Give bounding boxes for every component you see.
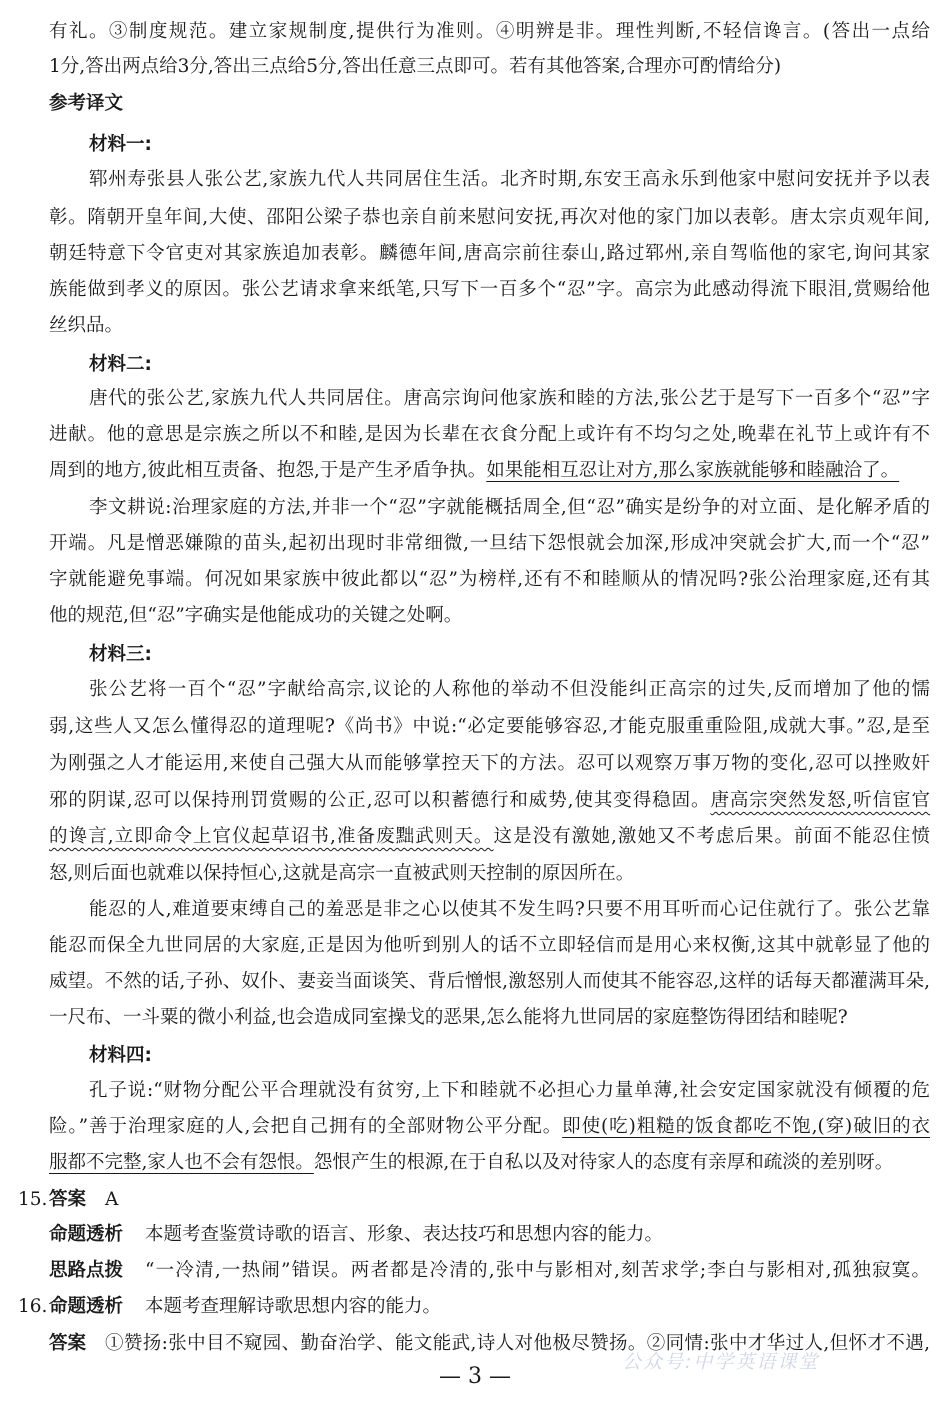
question-16-analysis (0, 1287, 950, 1327)
question-number: 15. (18, 1189, 48, 1210)
analysis-label: 命题透析 (49, 1224, 124, 1245)
answer-text: 1分,答出两点给3分,答出三点给5分,答出任意三点即可。若有其他答案,合理亦可酌情给分) (49, 56, 782, 77)
answer-text: 有礼。③制度规范。建立家规制度,提供行为准则。④明辨是非。理性判断,不轻信谗言。(答出一点给 (49, 21, 930, 42)
text-line: 族能做到孝义的原因。张公艺请求拿来纸笔,只写下一百多个“忍”字。高宗为此感动得流下眼泪,赏赐给他 (49, 279, 930, 300)
question-15-analysis (0, 1215, 950, 1255)
text-line (0, 1143, 950, 1183)
wavy-underlined-sentence: 唐高宗突然发怒,听信宦官 (710, 790, 930, 811)
answer-label: 答案 (49, 1189, 87, 1210)
text-line: 威望。不然的话,子孙、奴仆、妻妾当面谈笑、背后憎恨,激怒别人而使其不能容忍,这样的话每天都灌满耳朵, (49, 971, 930, 992)
question-15-answer (0, 1180, 950, 1220)
question-15-hint (0, 1251, 950, 1291)
hint-label: 思路点拨 (49, 1260, 124, 1281)
text-line (0, 1107, 950, 1147)
text-line: 他的规范,但“忍”字确实是他能成功的关键之处啊。 (49, 605, 463, 626)
material-heading: 材料一: (89, 134, 152, 155)
text-line-inner: 的谗言,立即命令上官仪起草诏书,准备废黜武则天。这是没有激她,激她又不考虑后果。前面不能忍住愤 (49, 826, 930, 847)
answer-label: 答案 (49, 1333, 87, 1354)
answer-value: A (105, 1189, 119, 1210)
text-line: 朝廷特意下令官吏对其家族追加表彰。麟德年间,唐高宗前往泰山,路过郓州,亲自驾临他的家宅,询问其家 (49, 243, 930, 264)
text-line-inner: 服都不完整,家人也不会有怨恨。怨恨产生的根源,在于自私以及对待家人的态度有亲厚和疏淡的差别呀。 (49, 1152, 894, 1173)
text-line: 能忍的人,难道要束缚自己的羞恶是非之心以使其不发生吗?只要不用耳听而心记住就行了。张公艺靠 (89, 899, 930, 920)
translation-title: 参考译文 (49, 93, 124, 114)
material-heading: 材料三: (89, 644, 152, 665)
text-line: 开端。凡是憎恶嫌隙的苗头,起初出现时非常细微,一旦结下怨恨就会加深,形成冲突就会扩大,而一个“忍” (49, 533, 930, 554)
text-line: 能忍而保全九世同居的大家庭,正是因为他听到别人的话不立即轻信而是用心来权衡,这其中就彰显了他的 (49, 935, 930, 956)
page-number: — 3 — (439, 1364, 511, 1389)
material-heading: 材料二: (89, 354, 152, 375)
text-line (0, 817, 950, 857)
text-line: 弱,这些人又怎么懂得忍的道理呢?《尚书》中说:“必定要能够容忍,才能克服重重险阻,成就大事。”忍,是至 (49, 716, 930, 737)
text-line: 一尺布、一斗粟的微小利益,也会造成同室操戈的恶果,怎么能将九世同居的家庭整饬得团结和睦呢? (49, 1007, 848, 1028)
answer-text: ①赞扬:张中目不窥园、勤奋治学、能文能武,诗人对他极尽赞扬。②同情:张中才华过人,但怀才不遇, (105, 1333, 930, 1354)
text-line: 丝织品。 (49, 315, 124, 336)
text-line: 为刚强之人才能运用,来使自己强大从而能够掌控天下的方法。忍可以观察万事万物的变化,忍可以挫败奸 (49, 753, 930, 774)
underlined-sentence: 即使(吃)粗糙的饭食都吃不饱,(穿)破旧的衣 (562, 1116, 930, 1137)
text-line (0, 451, 950, 491)
underlined-sentence: 如果能相互忍让对方,那么家族就能够和睦融洽了。 (486, 460, 900, 481)
text-line: 字就能避免事端。何况如果家族中彼此都以“忍”为榜样,还有不和睦顺从的情况吗?张公治理家庭,还有其 (49, 569, 930, 590)
text-line: 郓州寿张县人张公艺,家族九代人共同居住生活。北齐时期,东安王高永乐到他家中慰问安抚并予以表 (89, 169, 930, 190)
text-line (0, 47, 950, 87)
analysis-label: 命题透析 (49, 1296, 124, 1317)
text-line-inner: 周到的地方,彼此相互责备、抱怨,于是产生矛盾争执。如果能相互忍让对方,那么家族就能够和睦融洽了。 (49, 460, 900, 481)
text-line: 彰。隋朝开皇年间,大使、邵阳公梁子恭也亲自前来慰问安抚,再次对他的家门加以表彰。唐太宗贞观年间, (49, 207, 930, 228)
text-line: 张公艺将一百个“忍”字献给高宗,议论的人称他的举动不但没能纠正高宗的过失,反而增加了他的懦 (89, 679, 930, 700)
question-number: 16. (18, 1296, 48, 1317)
analysis-text: 本题考查鉴赏诗歌的语言、形象、表达技巧和思想内容的能力。 (145, 1224, 664, 1245)
text-line: 李文耕说:治理家庭的方法,并非一个“忍”字就能概括周全,但“忍”确实是纷争的对立面、是化解矛盾的 (89, 497, 930, 518)
text-line: 怒,则后面也就难以保持恒心,这就是高宗一直被武则天控制的原因所在。 (49, 863, 635, 884)
text-line: 进献。他的意思是宗族之所以不和睦,是因为长辈在衣食分配上或许有不均匀之处,晚辈在礼节上或许有不 (49, 424, 930, 445)
underlined-sentence: 服都不完整,家人也不会有怨恨。 (49, 1152, 314, 1173)
text-line-inner: 险。”善于治理家庭的人,会把自己拥有的全部财物公平分配。即使(吃)粗糙的饭食都吃不饱,(穿)破旧的衣 (49, 1116, 930, 1137)
analysis-text: 本题考查理解诗歌思想内容的能力。 (145, 1296, 442, 1317)
text-line (0, 12, 950, 52)
text-line (0, 781, 950, 821)
wavy-underlined-sentence: 的谗言,立即命令上官仪起草诏书,准备废黜武则天。 (49, 826, 494, 847)
material-heading: 材料四: (89, 1045, 152, 1066)
text-line-inner: 邪的阴谋,忍可以保持刑罚赏赐的公正,忍可以积蓄德行和威势,使其变得稳固。唐高宗突然发怒,听信宦官 (49, 790, 930, 811)
text-line: 唐代的张公艺,家族九代人共同居住。唐高宗询问他家族和睦的方法,张公艺于是写下一百多个“忍”字 (89, 388, 930, 409)
hint-text: “一冷清,一热闹”错误。两者都是冷清的,张中与影相对,刻苦求学;李白与影相对,孤独寂寞。 (145, 1260, 930, 1281)
text-line: 孔子说:“财物分配公平合理就没有贫穷,上下和睦就不必担心力量单薄,社会安定国家就没有倾覆的危 (89, 1080, 930, 1101)
watermark: 公众号:中学英语课堂 (622, 1351, 820, 1373)
section-heading (0, 84, 950, 124)
